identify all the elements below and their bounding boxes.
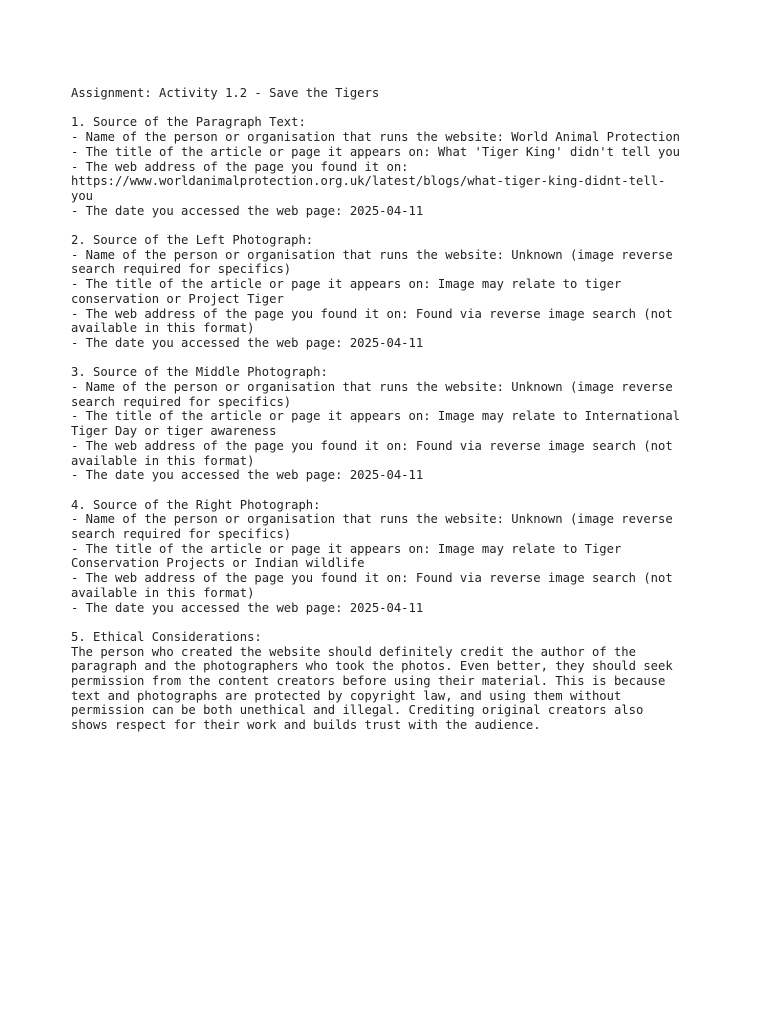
web-address-line: https://www.worldanimalprotection.org.uk/latest/blogs/what-tiger-king-didnt-tell- <box>71 174 666 189</box>
section-middle-photograph-source <box>71 365 711 483</box>
section-line: Tiger Day or tiger awareness <box>71 424 277 439</box>
section-line: - The title of the article or page it appears on: Image may relate to tiger <box>71 277 622 292</box>
document-title: Assignment: Activity 1.2 - Save the Tigers <box>71 86 380 100</box>
section-heading: 3. Source of the Middle Photograph: <box>71 365 328 380</box>
section-line: - The title of the article or page it appears on: Image may relate to Tiger <box>71 541 622 556</box>
section-left-photograph-source <box>71 233 711 351</box>
section-line: - The date you accessed the web page: 2025-04-11 <box>71 468 424 483</box>
section-heading: 1. Source of the Paragraph Text: <box>71 115 306 130</box>
paragraph-line: The person who created the website should definitely credit the author of the <box>71 644 636 659</box>
paragraph-line: paragraph and the photographers who took the photos. Even better, they should seek <box>71 659 673 674</box>
section-line: - The title of the article or page it appears on: What 'Tiger King' didn't tell you <box>71 144 681 159</box>
section-line: available in this format) <box>71 585 255 600</box>
section-line: Conservation Projects or Indian wildlife <box>71 556 365 571</box>
paragraph-line: text and photographs are protected by copyright law, and using them without <box>71 688 622 703</box>
section-line: - Name of the person or organisation that runs the website: Unknown (image reverse <box>71 247 673 262</box>
section-line: - Name of the person or organisation that runs the website: World Animal Protection <box>71 130 681 145</box>
section-line: - Name of the person or organisation that runs the website: Unknown (image reverse <box>71 380 673 395</box>
spacer <box>71 351 711 366</box>
paragraph-line: permission from the content creators before using their material. This is because <box>71 674 666 689</box>
section-line: - The web address of the page you found it on: Found via reverse image search (not <box>71 306 673 321</box>
web-address-line: you <box>71 188 94 203</box>
spacer <box>71 615 711 630</box>
spacer <box>71 218 711 233</box>
section-line: search required for specifics) <box>71 527 292 542</box>
spacer <box>71 101 711 116</box>
section-line: conservation or Project Tiger <box>71 291 284 306</box>
section-line: - The web address of the page you found it on: Found via reverse image search (not <box>71 438 673 453</box>
section-line: - The title of the article or page it appears on: Image may relate to International <box>71 409 681 424</box>
section-line: - The web address of the page you found it on: <box>71 159 409 174</box>
section-line: available in this format) <box>71 321 255 336</box>
section-heading: 5. Ethical Considerations: <box>71 629 262 644</box>
section-paragraph-source <box>71 115 711 218</box>
spacer <box>71 483 711 498</box>
section-line: - The web address of the page you found it on: Found via reverse image search (not <box>71 571 673 586</box>
section-heading: 2. Source of the Left Photograph: <box>71 233 314 247</box>
section-line: available in this format) <box>71 453 255 468</box>
section-heading: 4. Source of the Right Photograph: <box>71 497 321 512</box>
paragraph-line: shows respect for their work and builds trust with the audience. <box>71 718 541 733</box>
section-line: - The date you accessed the web page: 2025-04-11 <box>71 203 424 218</box>
section-line: - The date you accessed the web page: 2025-04-11 <box>71 600 424 615</box>
section-line: - Name of the person or organisation that runs the website: Unknown (image reverse <box>71 512 673 527</box>
section-right-photograph-source <box>71 498 711 616</box>
section-ethical-considerations <box>71 630 711 733</box>
document-page <box>71 86 711 733</box>
paragraph-line: permission can be both unethical and illegal. Crediting original creators also <box>71 703 644 718</box>
section-line: - The date you accessed the web page: 2025-04-11 <box>71 335 424 350</box>
section-line: search required for specifics) <box>71 394 292 409</box>
section-line: search required for specifics) <box>71 262 292 277</box>
